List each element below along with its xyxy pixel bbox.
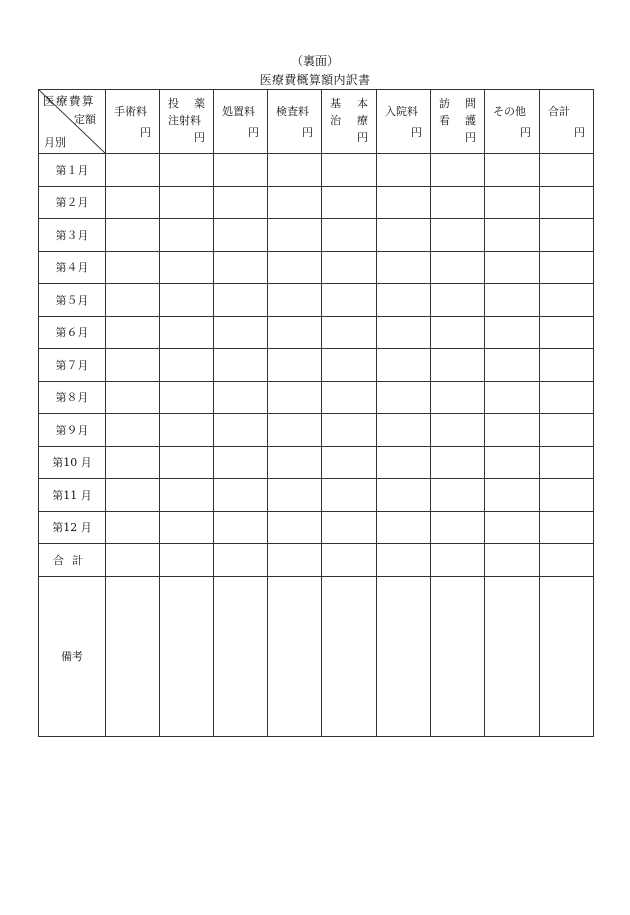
- amount-cell[interactable]: [106, 511, 160, 544]
- page-subtitle: （裏面）: [290, 54, 339, 68]
- amount-cell[interactable]: [322, 154, 377, 187]
- col-label: 合計: [548, 105, 570, 118]
- amount-cell[interactable]: [160, 186, 214, 219]
- amount-cell[interactable]: [540, 349, 594, 382]
- month-row: [39, 381, 594, 414]
- month-row: [39, 284, 594, 317]
- amount-cell[interactable]: [377, 479, 431, 512]
- notes-cell[interactable]: [377, 576, 431, 736]
- amount-cell[interactable]: [485, 316, 540, 349]
- amount-cell[interactable]: [485, 479, 540, 512]
- amount-cell[interactable]: [322, 251, 377, 284]
- amount-cell[interactable]: [322, 349, 377, 382]
- amount-cell[interactable]: [540, 316, 594, 349]
- amount-cell[interactable]: [268, 316, 322, 349]
- amount-cell[interactable]: [160, 316, 214, 349]
- total-cell[interactable]: [214, 544, 268, 577]
- total-label: 合計: [39, 544, 106, 577]
- amount-cell[interactable]: [485, 251, 540, 284]
- notes-cell[interactable]: [160, 576, 214, 736]
- col-label: 入院料: [385, 105, 418, 118]
- amount-cell[interactable]: [106, 186, 160, 219]
- amount-cell[interactable]: [431, 186, 485, 219]
- amount-cell[interactable]: [214, 511, 268, 544]
- col-surgery-fee: [106, 90, 160, 154]
- amount-cell[interactable]: [431, 154, 485, 187]
- amount-cell[interactable]: [106, 154, 160, 187]
- notes-row: [39, 576, 594, 736]
- amount-cell[interactable]: [377, 414, 431, 447]
- amount-cell[interactable]: [540, 284, 594, 317]
- month-label: 第６月: [39, 316, 106, 349]
- amount-cell[interactable]: [431, 414, 485, 447]
- amount-cell[interactable]: [214, 251, 268, 284]
- amount-cell[interactable]: [485, 414, 540, 447]
- amount-cell[interactable]: [106, 381, 160, 414]
- notes-cell[interactable]: [106, 576, 160, 736]
- amount-cell[interactable]: [377, 446, 431, 479]
- col-label-part: 看: [439, 114, 450, 127]
- corner-label-mid: 定額: [74, 113, 96, 126]
- amount-cell[interactable]: [540, 154, 594, 187]
- amount-cell[interactable]: [485, 446, 540, 479]
- amount-cell[interactable]: [377, 154, 431, 187]
- col-home-nursing: [431, 90, 485, 154]
- total-cell[interactable]: [431, 544, 485, 577]
- amount-cell[interactable]: [160, 446, 214, 479]
- amount-cell[interactable]: [322, 479, 377, 512]
- col-label-part: 注射料: [168, 114, 201, 127]
- amount-cell[interactable]: [322, 381, 377, 414]
- yen-unit: 円: [194, 131, 205, 144]
- amount-cell[interactable]: [160, 154, 214, 187]
- amount-cell[interactable]: [214, 349, 268, 382]
- amount-cell[interactable]: [431, 284, 485, 317]
- amount-cell[interactable]: [431, 381, 485, 414]
- amount-cell[interactable]: [322, 446, 377, 479]
- amount-cell[interactable]: [485, 219, 540, 252]
- col-label-part: 問: [465, 97, 476, 110]
- amount-cell[interactable]: [268, 251, 322, 284]
- col-label-part: 療: [357, 114, 368, 127]
- amount-cell[interactable]: [431, 219, 485, 252]
- notes-cell[interactable]: [485, 576, 540, 736]
- month-label: 第５月: [39, 284, 106, 317]
- amount-cell[interactable]: [268, 154, 322, 187]
- amount-cell[interactable]: [268, 414, 322, 447]
- amount-cell[interactable]: [214, 154, 268, 187]
- amount-cell[interactable]: [106, 446, 160, 479]
- total-cell[interactable]: [106, 544, 160, 577]
- page-title: 医療費概算額内訳書: [259, 73, 371, 87]
- amount-cell[interactable]: [214, 219, 268, 252]
- notes-label: 備考: [39, 576, 106, 736]
- amount-cell[interactable]: [377, 316, 431, 349]
- total-cell[interactable]: [540, 544, 594, 577]
- yen-unit: 円: [302, 126, 313, 139]
- amount-cell[interactable]: [214, 186, 268, 219]
- amount-cell[interactable]: [268, 446, 322, 479]
- month-row: [39, 186, 594, 219]
- amount-cell[interactable]: [214, 414, 268, 447]
- month-label: 第10 月: [39, 446, 106, 479]
- col-total: [540, 90, 594, 154]
- amount-cell[interactable]: [106, 219, 160, 252]
- amount-cell[interactable]: [268, 186, 322, 219]
- col-label-part: 投: [168, 97, 179, 110]
- month-row: [39, 479, 594, 512]
- total-cell[interactable]: [322, 544, 377, 577]
- month-label: 第３月: [39, 219, 106, 252]
- amount-cell[interactable]: [160, 381, 214, 414]
- amount-cell[interactable]: [485, 186, 540, 219]
- amount-cell[interactable]: [214, 446, 268, 479]
- amount-cell[interactable]: [322, 316, 377, 349]
- month-row: [39, 154, 594, 187]
- amount-cell[interactable]: [268, 284, 322, 317]
- month-row: [39, 511, 594, 544]
- amount-cell[interactable]: [268, 511, 322, 544]
- yen-unit: 円: [520, 126, 531, 139]
- yen-unit: 円: [140, 126, 151, 139]
- amount-cell[interactable]: [106, 479, 160, 512]
- amount-cell[interactable]: [377, 284, 431, 317]
- amount-cell[interactable]: [540, 511, 594, 544]
- amount-cell[interactable]: [160, 479, 214, 512]
- corner-label-bottom: 月別: [44, 136, 66, 149]
- month-row: [39, 316, 594, 349]
- amount-cell[interactable]: [431, 479, 485, 512]
- amount-cell[interactable]: [377, 349, 431, 382]
- notes-cell[interactable]: [540, 576, 594, 736]
- col-label: 処置料: [222, 105, 255, 118]
- notes-cell[interactable]: [268, 576, 322, 736]
- month-row: [39, 349, 594, 382]
- month-label: 第11 月: [39, 479, 106, 512]
- col-label-part: 治: [330, 114, 341, 127]
- amount-cell[interactable]: [160, 251, 214, 284]
- amount-cell[interactable]: [214, 381, 268, 414]
- month-row: [39, 219, 594, 252]
- corner-label-top: 医療費算: [43, 94, 95, 108]
- month-label: 第７月: [39, 349, 106, 382]
- total-cell[interactable]: [268, 544, 322, 577]
- breakdown-table: [38, 89, 594, 737]
- col-treatment-fee: [214, 90, 268, 154]
- amount-cell[interactable]: [485, 511, 540, 544]
- amount-cell[interactable]: [485, 284, 540, 317]
- amount-cell[interactable]: [377, 251, 431, 284]
- total-cell[interactable]: [160, 544, 214, 577]
- col-label: 手術料: [114, 105, 147, 118]
- total-cell[interactable]: [485, 544, 540, 577]
- amount-cell[interactable]: [485, 349, 540, 382]
- amount-cell[interactable]: [160, 511, 214, 544]
- amount-cell[interactable]: [431, 349, 485, 382]
- amount-cell[interactable]: [540, 414, 594, 447]
- yen-unit: 円: [574, 126, 585, 139]
- amount-cell[interactable]: [160, 414, 214, 447]
- col-medication-injection-fee: [160, 90, 214, 154]
- col-label-part: 護: [465, 114, 476, 127]
- total-cell[interactable]: [377, 544, 431, 577]
- header-row: [39, 90, 594, 154]
- col-label-part: 基: [330, 97, 341, 110]
- amount-cell[interactable]: [106, 251, 160, 284]
- col-other: [485, 90, 540, 154]
- amount-cell[interactable]: [431, 446, 485, 479]
- col-hospitalization-fee: [377, 90, 431, 154]
- amount-cell[interactable]: [106, 414, 160, 447]
- amount-cell[interactable]: [540, 251, 594, 284]
- yen-unit: 円: [248, 126, 259, 139]
- total-row: [39, 544, 594, 577]
- col-basic-treatment: [322, 90, 377, 154]
- month-row: [39, 251, 594, 284]
- amount-cell[interactable]: [377, 186, 431, 219]
- month-label: 第２月: [39, 186, 106, 219]
- yen-unit: 円: [357, 131, 368, 144]
- amount-cell[interactable]: [540, 446, 594, 479]
- amount-cell[interactable]: [268, 219, 322, 252]
- amount-cell[interactable]: [214, 479, 268, 512]
- amount-cell[interactable]: [268, 381, 322, 414]
- amount-cell[interactable]: [540, 381, 594, 414]
- col-label-part: 本: [357, 97, 368, 110]
- amount-cell[interactable]: [322, 414, 377, 447]
- amount-cell[interactable]: [485, 381, 540, 414]
- corner-header: [39, 90, 106, 154]
- amount-cell[interactable]: [160, 219, 214, 252]
- month-label: 第８月: [39, 381, 106, 414]
- col-label-part: 訪: [439, 97, 450, 110]
- amount-cell[interactable]: [485, 154, 540, 187]
- yen-unit: 円: [465, 131, 476, 144]
- notes-cell[interactable]: [431, 576, 485, 736]
- amount-cell[interactable]: [540, 219, 594, 252]
- amount-cell[interactable]: [431, 511, 485, 544]
- month-label: 第１月: [39, 154, 106, 187]
- amount-cell[interactable]: [268, 349, 322, 382]
- amount-cell[interactable]: [322, 284, 377, 317]
- amount-cell[interactable]: [322, 511, 377, 544]
- amount-cell[interactable]: [106, 349, 160, 382]
- amount-cell[interactable]: [268, 479, 322, 512]
- amount-cell[interactable]: [377, 219, 431, 252]
- amount-cell[interactable]: [540, 479, 594, 512]
- month-row: [39, 414, 594, 447]
- amount-cell[interactable]: [377, 381, 431, 414]
- amount-cell[interactable]: [431, 251, 485, 284]
- col-label: その他: [493, 105, 526, 118]
- month-label: 第12 月: [39, 511, 106, 544]
- amount-cell[interactable]: [377, 511, 431, 544]
- amount-cell[interactable]: [214, 316, 268, 349]
- notes-cell[interactable]: [322, 576, 377, 736]
- month-label: 第４月: [39, 251, 106, 284]
- amount-cell[interactable]: [160, 284, 214, 317]
- col-examination-fee: [268, 90, 322, 154]
- amount-cell[interactable]: [540, 186, 594, 219]
- amount-cell[interactable]: [322, 219, 377, 252]
- amount-cell[interactable]: [431, 316, 485, 349]
- amount-cell[interactable]: [214, 284, 268, 317]
- col-label: 検査料: [276, 105, 309, 118]
- col-label-part: 薬: [194, 97, 205, 110]
- amount-cell[interactable]: [322, 186, 377, 219]
- amount-cell[interactable]: [106, 284, 160, 317]
- amount-cell[interactable]: [160, 349, 214, 382]
- month-row: [39, 446, 594, 479]
- amount-cell[interactable]: [106, 316, 160, 349]
- yen-unit: 円: [411, 126, 422, 139]
- notes-cell[interactable]: [214, 576, 268, 736]
- month-label: 第９月: [39, 414, 106, 447]
